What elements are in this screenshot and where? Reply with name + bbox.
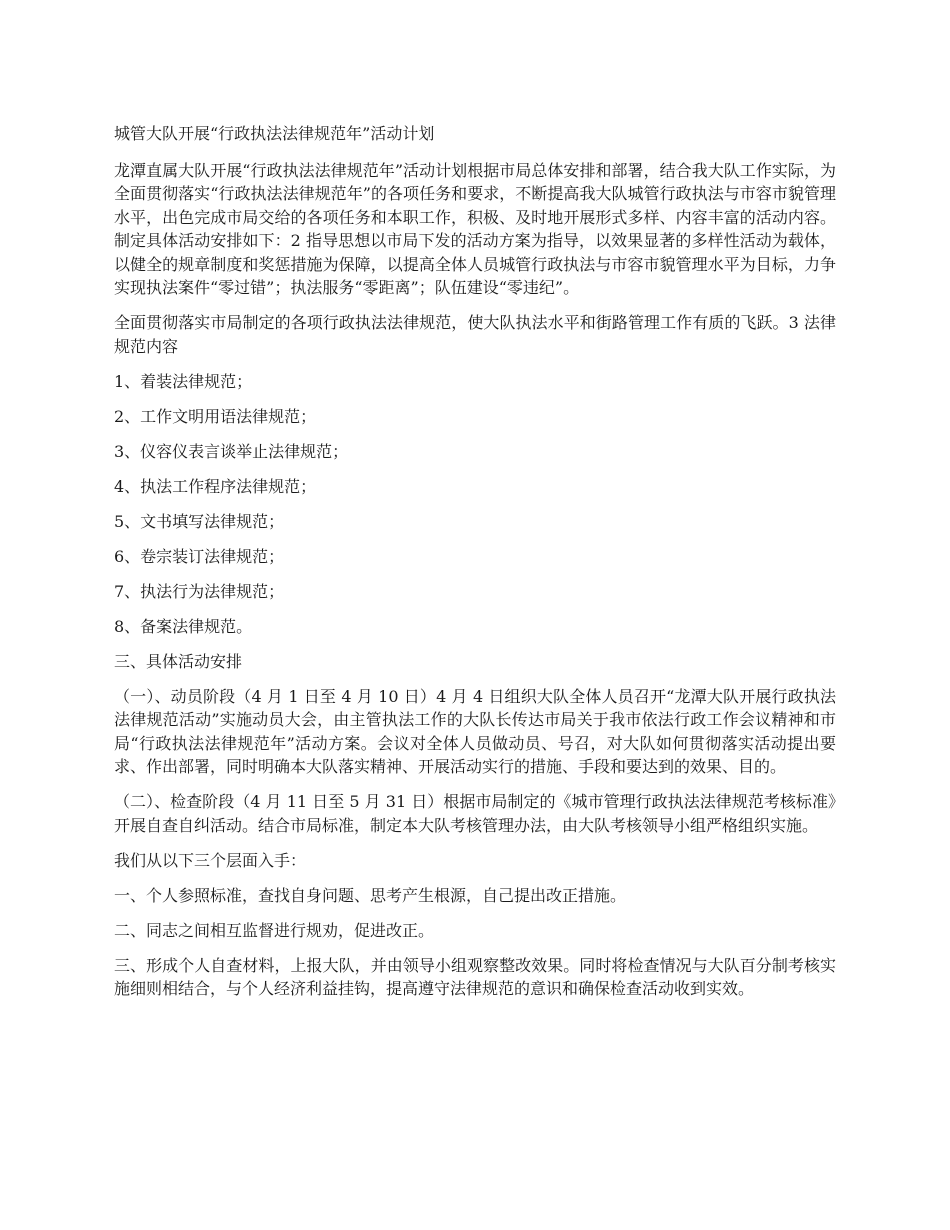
list-item: 1、着装法律规范； (114, 371, 253, 391)
level3-paragraph: 三、形成个人自查材料，上报大队，并由领导小组观察整改效果。同时将检查情况与大队百分制考核实施细则相结合，与个人经济利益挂钩，提高遵守法律规范的意识和确保检查活动收到实效。 (114, 955, 836, 998)
list-item: 4、执法工作程序法律规范； (114, 476, 317, 496)
list-item: 7、执法行为法律规范； (114, 581, 285, 601)
section-heading: 三、具体活动安排 (114, 651, 243, 671)
levels-intro: 我们从以下三个层面入手： (114, 850, 307, 870)
document-title: 城管大队开展“行政执法法律规范年”活动计划 (114, 124, 435, 143)
document-page (114, 122, 836, 1012)
norms-list (114, 370, 836, 639)
list-item: 2、工作文明用语法律规范； (114, 406, 317, 426)
intro-paragraph: 龙潭直属大队开展“行政执法法律规范年”活动计划根据市局总体安排和部署，结合我大队工作实际，为全面贯彻落实“行政执法法律规范年”的各项任务和要求，不断提高我大队城管行政执法与市容市貌管理水平，出色完成市局交给的各项任务和本职工作，积极、及时地开展形式多样、内容丰富的活动内容。制定具体活动安排如下：2 指导思想以市局下发的活动方案为指导，以效果显著的多样性活动为载体，以健全的规章制度和奖惩措施为保障，以提高全体人员城管行政执法与市容市貌管理水平为目标，力争实现执法案件“零过错”；执法服务“零距离”；队伍建设“零违纪”。 (114, 160, 836, 297)
phase1-paragraph: （一）、动员阶段（4 月 1 日至 4 月 10 日）4 月 4 日组织大队全体人员召开“龙潭大队开展行政执法法律规范活动”实施动员大会，由主管执法工作的大队长传达市局关于我市依法行政工作会议精神和市局“行政执法法律规范年”活动方案。会议对全体人员做动员、号召，对大队如何贯彻落实活动提出要求、作出部署，同时明确本大队落实精神、开展活动实行的措施、手段和要达到的效果、目的。 (114, 686, 836, 776)
phase2-paragraph: （二）、检查阶段（4 月 11 日至 5 月 31 日）根据市局制定的《城市管理行政执法法律规范考核标准》开展自查自纠活动。结合市局标准，制定本大队考核管理办法，由大队考核领导小组严格组织实施。 (114, 792, 836, 835)
list-item: 6、卷宗装订法律规范； (114, 546, 285, 566)
list-item: 8、备案法律规范。 (114, 616, 253, 636)
list-item: 5、文书填写法律规范； (114, 511, 285, 531)
list-item: 3、仪容仪表言谈举止法律规范； (114, 441, 349, 461)
level2-paragraph: 二、同志之间相互监督进行规劝，促进改正。 (114, 920, 435, 940)
goal-paragraph: 全面贯彻落实市局制定的各项行政执法法律规范，使大队执法水平和街路管理工作有质的飞跃。3 法律规范内容 (114, 313, 836, 356)
level1-paragraph: 一、个人参照标准，查找自身问题、思考产生根源，自己提出改正措施。 (114, 885, 627, 905)
